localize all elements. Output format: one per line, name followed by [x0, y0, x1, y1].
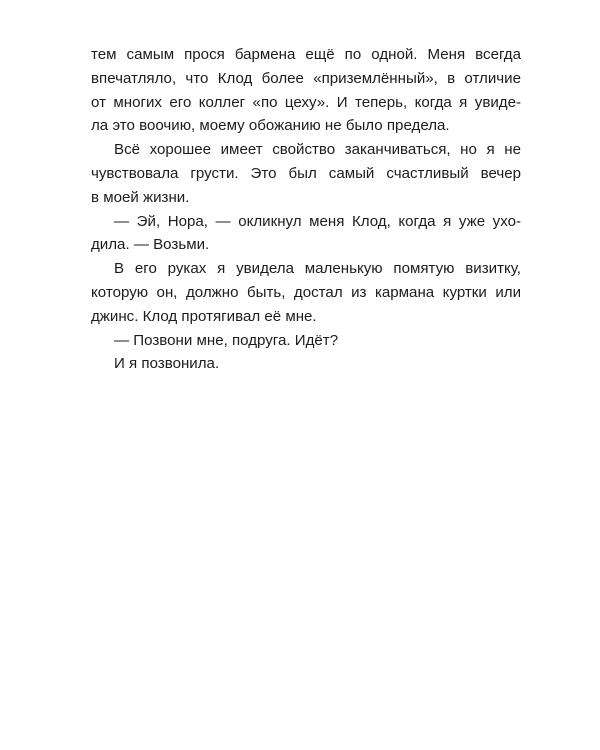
text-line: тем самым прося бармена ещё по одной. Меня всегда	[91, 46, 521, 63]
paragraph	[91, 138, 521, 209]
text-line: — Позвони мне, подруга. Идёт?	[114, 331, 339, 349]
text-line: И я позвонила.	[114, 355, 220, 373]
paragraph	[91, 352, 521, 376]
paragraph	[91, 257, 521, 328]
text-line: Всё хорошее имеет свойство заканчиваться, но я не	[114, 141, 521, 159]
text-line: чувствовала грусти. Это был самый счастливый вечер	[91, 164, 521, 182]
text-line: от многих его коллег «по цеху». И теперь, когда я увиде-	[91, 93, 521, 111]
text-line: дила. — Возьми.	[91, 236, 210, 254]
text-line: джинс. Клод протягивал её мне.	[91, 307, 317, 325]
text-line: в моей жизни.	[91, 188, 190, 206]
text-line: ла это воочию, моему обожанию не было предела.	[91, 117, 450, 135]
text-line: В его руках я увидела маленькую помятую визитку,	[114, 260, 521, 278]
text-line: впечатляло, что Клод более «приземлённый», в отличие	[91, 69, 521, 87]
text-line: — Эй, Нора, — окликнул меня Клод, когда я уже ухо-	[114, 212, 521, 230]
paragraph	[91, 329, 521, 353]
body-text	[91, 43, 521, 376]
paragraph	[91, 210, 521, 258]
text-line: которую он, должно быть, достал из кармана куртки или	[91, 283, 521, 301]
paragraph	[91, 43, 521, 138]
